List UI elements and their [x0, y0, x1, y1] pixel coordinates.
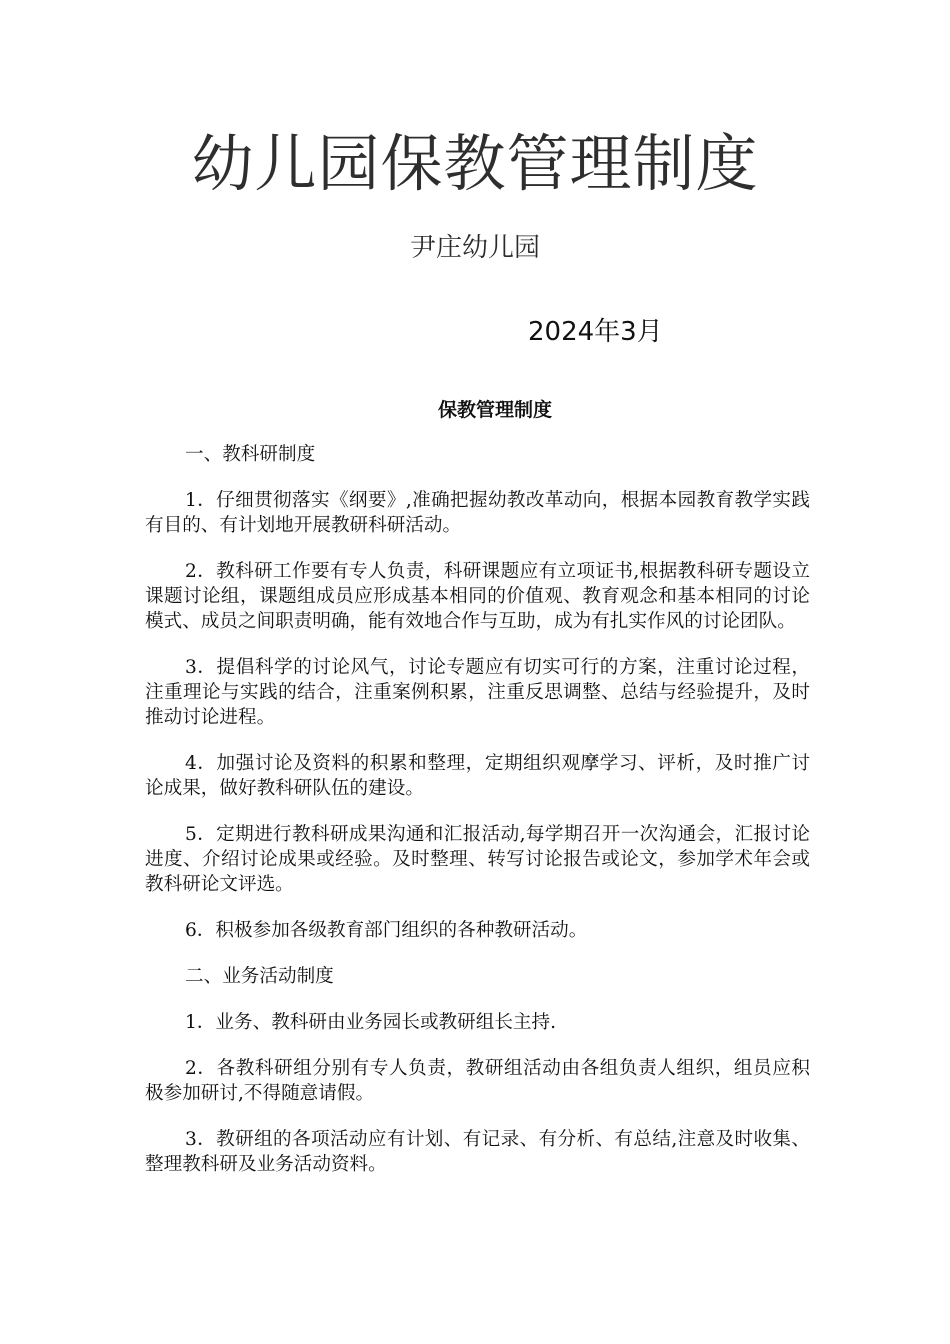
paragraph: 1．仔细贯彻落实《纲要》,准确把握幼教改革动向，根据本园教育教学实践有目的、有计划地开展教研科研活动。 — [145, 490, 810, 536]
paragraph: 5．定期进行教科研成果沟通和汇报活动,每学期召开一次沟通会，汇报讨论进度、介绍讨论成果或经验。及时整理、转写讨论报告或论文，参加学术年会或教科研论文评选。 — [145, 824, 810, 895]
document-body — [145, 442, 810, 1198]
paragraph: 2．教科研工作要有专人负责，科研课题应有立项证书,根据教科研专题设立课题讨论组，课题组成员应形成基本相同的价值观、教育观念和基本相同的讨论模式、成员之间职责明确，能有效地合作与互助，成为有扎实作风的讨论团队。 — [145, 561, 810, 632]
document-title: 幼儿园保教管理制度 — [191, 127, 759, 200]
paragraph: 2．各教科研组分别有专人负责，教研组活动由各组负责人组织，组员应积极参加研讨,不得随意请假。 — [145, 1058, 810, 1104]
document-date: 2024年3月 — [528, 317, 663, 347]
paragraph: 1．业务、教科研由业务园长或教研组长主持. — [185, 1012, 557, 1033]
paragraph: 3．提倡科学的讨论风气，讨论专题应有切实可行的方案，注重讨论过程，注重理论与实践的结合，注重案例积累，注重反思调整、总结与经验提升，及时推动讨论进程。 — [145, 657, 810, 728]
paragraph: 3．教研组的各项活动应有计划、有记录、有分析、有总结,注意及时收集、整理教科研及业务活动资料。 — [145, 1129, 810, 1175]
paragraph: 6．积极参加各级教育部门组织的各种教研活动。 — [185, 920, 588, 941]
section-title-business: 二、业务活动制度 — [185, 966, 334, 987]
organization-name: 尹庄幼儿园 — [409, 233, 540, 263]
paragraph: 4．加强讨论及资料的积累和整理，定期组织观摩学习、评析，及时推广讨论成果，做好教科研队伍的建设。 — [145, 753, 810, 799]
section-title-research: 一、教科研制度 — [185, 444, 316, 465]
section-heading: 保教管理制度 — [437, 399, 552, 421]
